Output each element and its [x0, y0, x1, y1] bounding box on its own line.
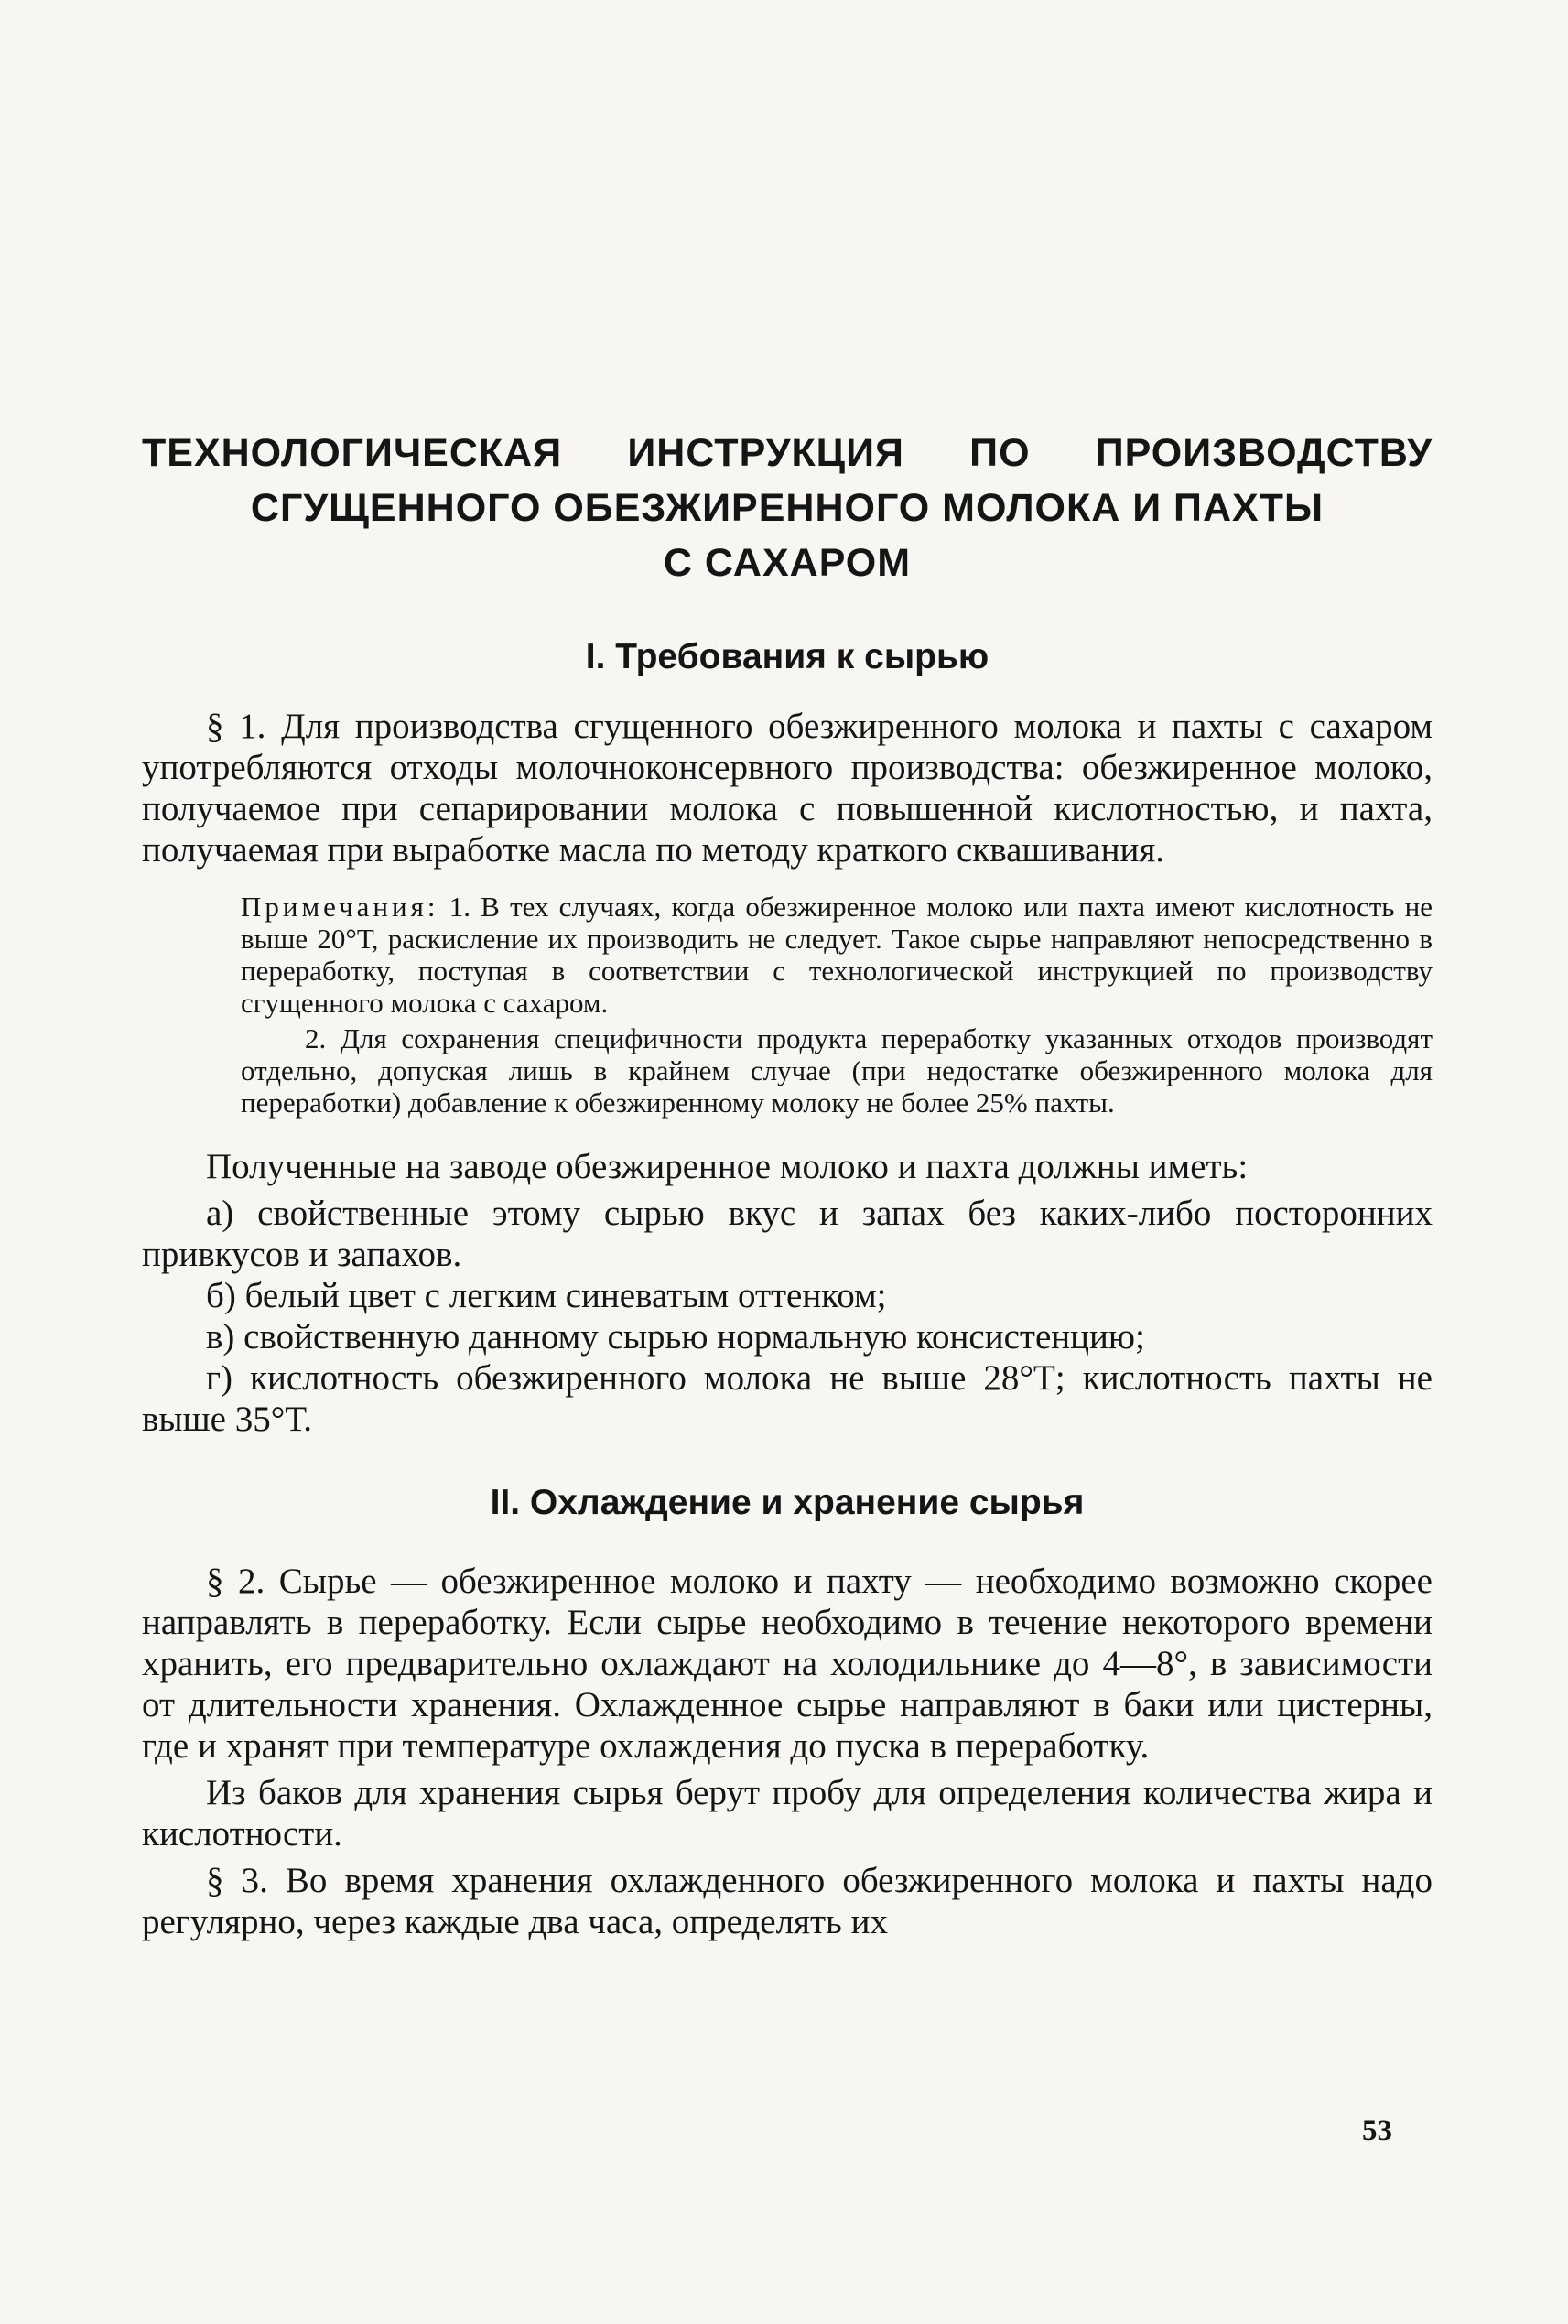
section-2-paragraph-1: § 2. Сырье — обезжиренное молоко и пахту — необходимо возможно скорее направлять в переработку. Если сырье необходимо в течение некоторого времени хранить, его предварительно охлаждают на холодильнике до 4—8°, в зависимости от длительности хранения. Охлажденное сырье направляют в баки или цистерны, где и хранят при температуре охлаждения до пуска в переработку.: [142, 1562, 1433, 1766]
section-1-paragraph-2: Полученные на заводе обезжиренное молоко и пахта должны иметь:: [206, 1147, 1249, 1186]
note-1: [241, 891, 1433, 1019]
note-2-text: 2. Для сохранения специфичности продукта переработку указанных отходов производят отдельно, допуская лишь в крайнем случае (при недостатке обезжиренного молока для переработки) добавление к обезжиренному молоку не более 25% пахты.: [241, 1022, 1433, 1119]
notes-block: [142, 891, 1433, 1119]
notes-label: Примечания:: [241, 891, 439, 923]
title-line-1: ТЕХНОЛОГИЧЕСКАЯ ИНСТРУКЦИЯ ПО ПРОИЗВОДСТВУ: [142, 431, 1433, 475]
section-2-paragraph-3: § 3. Во время хранения охлажденного обезжиренного молока и пахты надо регулярно, через каждые два часа, определять их: [142, 1861, 1433, 1941]
requirement-item-a: а) свойственные этому сырью вкус и запах без каких-либо посторонних привкусов и запахов.: [142, 1194, 1433, 1274]
requirement-item-c: в) свойственную данному сырью нормальную консистенцию;: [206, 1317, 1145, 1357]
document-title: [142, 426, 1433, 590]
note-1-text: 1. В тех случаях, когда обезжиренное молоко или пахта имеют кислотность не выше 20°Т, раскисление их производить не следует. Такое сырье направляют непосредственно в переработку, поступая в соответствии с технологической инструкцией по производству сгущенного молока с сахаром.: [241, 891, 1433, 1019]
title-line-2: СГУЩЕННОГО ОБЕЗЖИРЕННОГО МОЛОКА И ПАХТЫ: [250, 486, 1325, 530]
page-number: 53: [1362, 2114, 1392, 2147]
note-2: [241, 1022, 1433, 1119]
requirement-item-b: б) белый цвет с легким синеватым оттенком;: [206, 1276, 887, 1315]
requirement-item-d: г) кислотность обезжиренного молока не выше 28°Т; кислотность пахты не выше 35°Т.: [142, 1358, 1433, 1439]
document-page: [142, 426, 1433, 1942]
section-1-paragraph-1: § 1. Для производства сгущенного обезжиренного молока и пахты с сахаром употребляются отходы молочноконсервного производства: обезжиренное молоко, получаемое при сепарировании молока с повышенной кислотностью, и пахта, получаемая при выработке масла по методу краткого сквашивания.: [142, 707, 1433, 870]
section-2-paragraph-2: Из баков для хранения сырья берут пробу для определения количества жира и кислотности.: [142, 1773, 1433, 1854]
section-2-heading: II. Охлаждение и хранение сырья: [490, 1483, 1085, 1522]
section-1-heading: I. Требования к сырью: [585, 637, 989, 676]
title-line-3: С САХАРОМ: [663, 541, 912, 585]
